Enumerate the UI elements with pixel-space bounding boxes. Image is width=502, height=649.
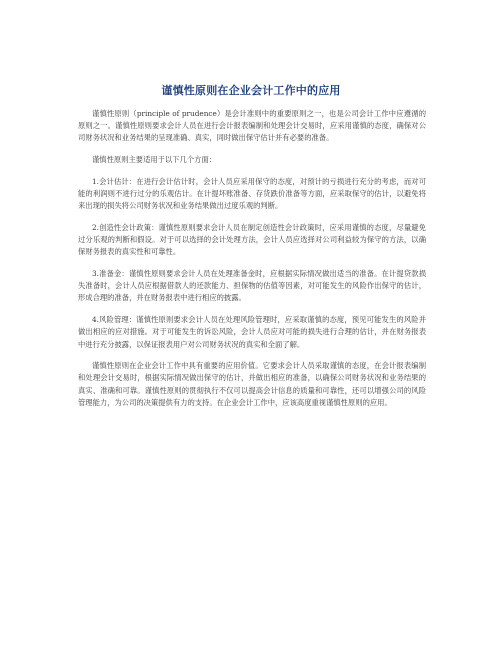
paragraph-risk xyxy=(78,314,426,351)
paragraph-estimates-text: 1.会计估计：在进行会计估计时，会计人员应采用保守的态度，对预计的亏损进行充分的考虑，而对可能的利润则不进行过分的乐观估计。在计提坏账准备、存货跌价准备等方面，应采取保守的估计，以避免将来出现的损失将公司财务状况和业务结果做出过度乐观的判断。 xyxy=(78,176,426,211)
paragraph-intro-text: 谨慎性原则（principle of prudence）是会计准则中的重要原则之一，也是公司会计工作中应遵循的原则之一。谨慎性原则要求会计人员在进行会计报表编制和处理会计交易时，应采用谨慎的态度，确保对公司财务状况和业务结果的呈现准确、真实，同时做出保守估计并有必要的准备。 xyxy=(78,109,426,143)
paragraph-policies-text: 2.创造性会计政策：谨慎性原则要求会计人员在制定创造性会计政策时，应采用谨慎的态度，尽量避免过分乐观的判断和假设。对于可以选择的会计处理方法，会计人员应选择对公司利益较为保守的方法，以确保财务报表的真实性和可靠性。 xyxy=(78,222,426,257)
paragraph-estimates xyxy=(78,176,426,213)
paragraph-risk-text: 4.风险管理：谨慎性原则要求会计人员在处理风险管理时，应采取谨慎的态度，预见可能发生的风险并做出相应的应对措施。对于可能发生的诉讼风险，会计人员应对可能的损失进行合理的估计，并在财务报表中进行充分披露，以保证报表用户对公司财务状况的真实和全面了解。 xyxy=(78,315,426,349)
paragraph-conclusion-text: 谨慎性原则在企业会计工作中具有重要的应用价值。它要求会计人员采取谨慎的态度，在会计报表编制和处理会计交易时，根据实际情况做出保守的估计，并做出相应的准备，以确保公司财务状况和业务结果的真实、准确和可靠。谨慎性原则的贯彻执行不仅可以提高会计信息的质量和可靠性，还可以增强公司的风险管理能力，为公司的决策提供有力的支持。在企业会计工作中，应该高度重视谨慎性原则的应用。 xyxy=(78,361,426,407)
paragraph-reserves xyxy=(78,268,426,305)
document-body xyxy=(78,108,426,419)
paragraph-conclusion xyxy=(78,360,426,409)
paragraph-intro xyxy=(78,108,426,145)
document-title: 谨慎性原则在企业会计工作中的应用 xyxy=(161,84,341,97)
paragraph-policies xyxy=(78,222,426,259)
paragraph-reserves-text: 3.准备金：谨慎性原则要求会计人员在处理准备金时，应根据实际情况做出适当的准备。在计提贷款损失准备时，会计人员应根据借款人的还款能力、担保物的估值等因素，对可能发生的风险作出保守的估计，形成合理的准备，并在财务报表中进行相应的披露。 xyxy=(78,269,426,303)
paragraph-scope xyxy=(78,154,426,166)
paragraph-scope-text: 谨慎性原则主要适用于以下几个方面： xyxy=(92,155,217,165)
